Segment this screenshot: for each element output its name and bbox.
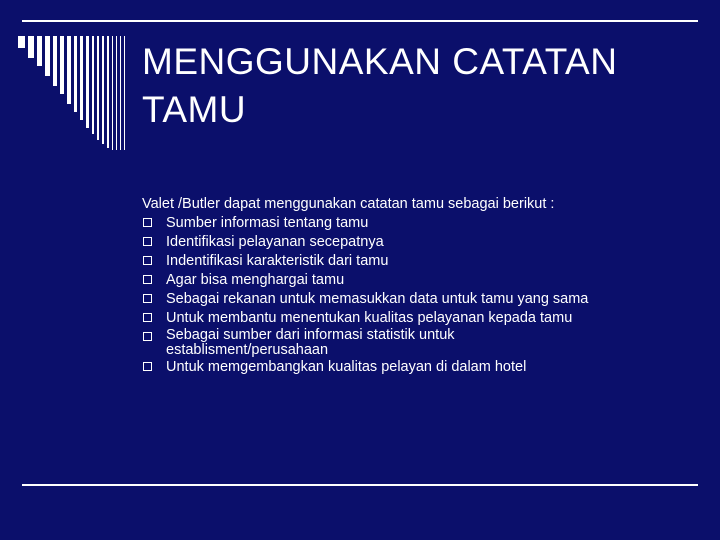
stripe bbox=[116, 36, 117, 150]
slide-content bbox=[142, 195, 682, 377]
list-item bbox=[142, 271, 682, 290]
list-item-text: Sumber informasi tentang tamu bbox=[166, 215, 369, 231]
stripe bbox=[112, 36, 113, 150]
stripe bbox=[124, 36, 125, 150]
square-bullet-icon bbox=[143, 275, 152, 284]
list-item-text: Untuk memgembangkan kualitas pelayan di dalam hotel bbox=[166, 359, 527, 375]
stripe bbox=[67, 36, 71, 104]
stripe bbox=[80, 36, 83, 120]
stripe bbox=[97, 36, 99, 140]
list-item-text: Untuk membantu menentukan kualitas pelayanan kepada tamu bbox=[166, 310, 573, 326]
square-bullet-icon bbox=[143, 218, 152, 227]
list-item-text: Identifikasi pelayanan secepatnya bbox=[166, 234, 384, 250]
list-item-text: Sebagai rekanan untuk memasukkan data untuk tamu yang sama bbox=[166, 291, 589, 307]
list-item bbox=[142, 233, 682, 252]
stripe bbox=[107, 36, 109, 148]
square-bullet-icon bbox=[143, 332, 152, 341]
square-bullet-icon bbox=[143, 256, 152, 265]
list-item bbox=[142, 214, 682, 233]
stripe bbox=[18, 36, 25, 48]
stripe bbox=[86, 36, 89, 128]
stripe bbox=[102, 36, 104, 144]
square-bullet-icon bbox=[143, 362, 152, 371]
square-bullet-icon bbox=[143, 237, 152, 246]
list-item bbox=[142, 290, 682, 309]
list-item-text: Sebagai sumber dari informasi statistik untuk establisment/perusahaan bbox=[166, 327, 455, 358]
stripe bbox=[45, 36, 50, 76]
list-item-text: Indentifikasi karakteristik dari tamu bbox=[166, 253, 389, 269]
list-item bbox=[142, 252, 682, 271]
stripe bbox=[60, 36, 64, 94]
slide-title: MENGGUNAKAN CATATAN TAMU bbox=[142, 41, 618, 130]
list-item bbox=[142, 309, 682, 328]
stripe bbox=[74, 36, 77, 112]
bottom-divider bbox=[22, 484, 698, 486]
list-item bbox=[142, 328, 536, 358]
square-bullet-icon bbox=[143, 313, 152, 322]
stripe bbox=[37, 36, 42, 66]
stripe bbox=[120, 36, 121, 150]
list-item bbox=[142, 358, 682, 377]
square-bullet-icon bbox=[143, 294, 152, 303]
stripe bbox=[53, 36, 57, 86]
stripe bbox=[28, 36, 34, 58]
stripe bbox=[92, 36, 94, 134]
list-item-text: Agar bisa menghargai tamu bbox=[166, 272, 345, 288]
intro-text: Valet /Butler dapat menggunakan catatan tamu sebagai berikut : bbox=[142, 196, 555, 212]
bullet-list bbox=[142, 214, 682, 377]
